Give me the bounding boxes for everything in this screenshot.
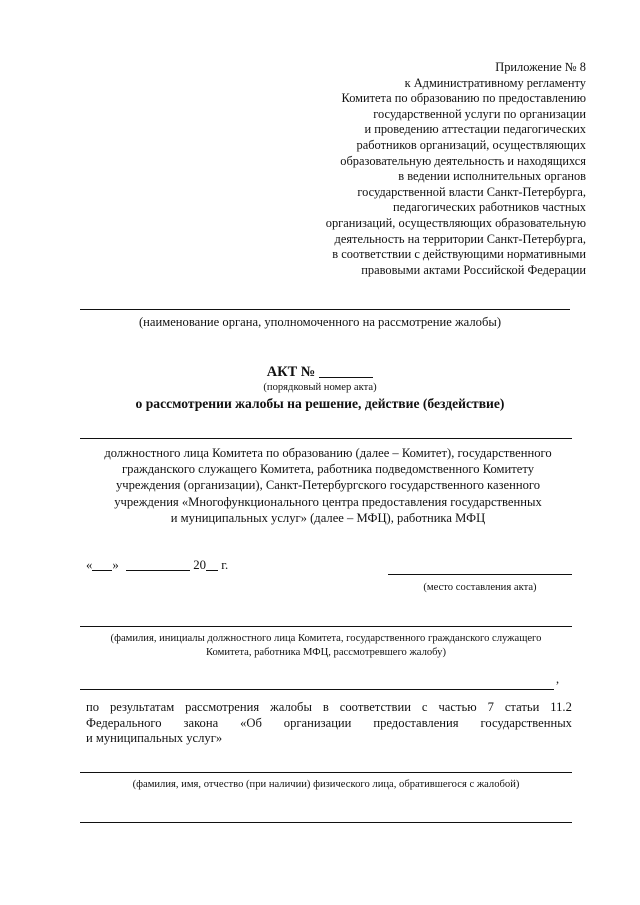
applicant-caption: (фамилия, имя, отчество (при наличии) физического лица, обратившегося с жалобой): [132, 779, 520, 790]
act-title-text: АКТ №: [266, 364, 316, 380]
body-line-2: [86, 716, 572, 732]
body-word: по: [86, 700, 100, 714]
appendix-line: в ведении исполнительных органов: [398, 169, 586, 184]
body-word: соответствии: [339, 700, 411, 714]
body-word: «Об: [240, 715, 262, 730]
date-close-quote: »: [112, 558, 119, 572]
appendix-line: правовыми актами Российской Федерации: [361, 262, 586, 277]
appendix-line: организаций, осуществляющих образовательную: [325, 215, 586, 230]
body-word: государственных: [480, 715, 572, 730]
appendix-line: педагогических работников частных: [393, 200, 586, 215]
body-word: предоставления: [373, 715, 459, 730]
applicant-line: [80, 772, 572, 773]
act-subtitle: о рассмотрении жалобы на решение, действие (бездействие): [135, 396, 505, 411]
appendix-line: к Административному регламенту: [404, 75, 586, 90]
appendix-header: [266, 60, 586, 278]
reviewer-line: [80, 626, 572, 627]
appendix-line: деятельность на территории Санкт-Петербурга,: [334, 231, 586, 246]
year-suffix: г.: [221, 558, 229, 572]
body-word: организации: [283, 715, 352, 730]
body-line-1: [86, 700, 572, 716]
date-row: [86, 558, 228, 573]
officials-line: должностного лица Комитета по образованию (далее – Комитет), государственного: [104, 446, 552, 460]
appendix-line: Комитета по образованию по предоставлению: [341, 91, 586, 106]
body-word: 11.2: [550, 700, 572, 714]
year-blank: [206, 558, 218, 571]
appendix-line: работников организаций, осуществляющих: [356, 137, 586, 152]
authority-name-line: [80, 309, 570, 310]
officials-line: гражданского служащего Комитета, работника подведомственного Комитету: [122, 462, 534, 477]
officials-line: и муниципальных услуг» (далее – МФЦ), работника МФЦ: [170, 510, 486, 525]
subject-line: [80, 438, 572, 439]
body-word: с: [421, 700, 428, 714]
act-title: [0, 364, 640, 381]
reviewer-name-line: [80, 689, 554, 690]
appendix-line: государственной власти Санкт-Петербурга,: [357, 184, 586, 199]
body-word: статьи: [504, 700, 540, 714]
reviewer-caption-1: (фамилия, инициалы должностного лица Комитета, государственного гражданского служащего: [110, 633, 542, 644]
body-word: рассмотрения: [185, 700, 260, 714]
body-word: результатам: [110, 700, 175, 714]
body-word: в: [322, 700, 329, 714]
body-word: 7: [487, 700, 494, 714]
body-word: жалобы: [270, 700, 312, 714]
body-word: закона: [183, 715, 219, 730]
bottom-line: [80, 822, 572, 823]
officials-line: учреждения (организации), Санкт-Петербургского государственного казенного: [115, 478, 541, 493]
officials-text: [80, 445, 576, 526]
day-blank: [92, 558, 112, 571]
date-open-quote: «: [86, 558, 93, 572]
reviewer-caption-2: Комитета, работника МФЦ, рассмотревшего жалобу): [206, 647, 446, 658]
appendix-line: в соответствии с действующими нормативными: [332, 247, 586, 262]
appendix-line: и проведению аттестации педагогических: [364, 122, 586, 137]
appendix-line: образовательную деятельность и находящихся: [340, 153, 586, 168]
place-caption: (место составления акта): [423, 582, 537, 593]
act-number-blank: [319, 377, 373, 378]
authority-caption: (наименование органа, уполномоченного на рассмотрение жалобы): [138, 315, 502, 329]
officials-line: учреждения «Многофункционального центра предоставления государственных: [114, 494, 542, 509]
appendix-line: государственной услуги по организации: [373, 106, 586, 121]
act-number-caption: (порядковый номер акта): [263, 382, 377, 393]
body-word: частью: [438, 700, 477, 714]
body-paragraph: [86, 700, 572, 747]
appendix-line: Приложение № 8: [495, 60, 586, 74]
body-line-3: и муниципальных услуг»: [86, 731, 223, 746]
place-line: [388, 574, 572, 575]
month-blank: [126, 558, 190, 571]
year-prefix: 20: [193, 558, 207, 572]
comma: ,: [556, 672, 560, 686]
body-word: Федерального: [86, 715, 162, 730]
